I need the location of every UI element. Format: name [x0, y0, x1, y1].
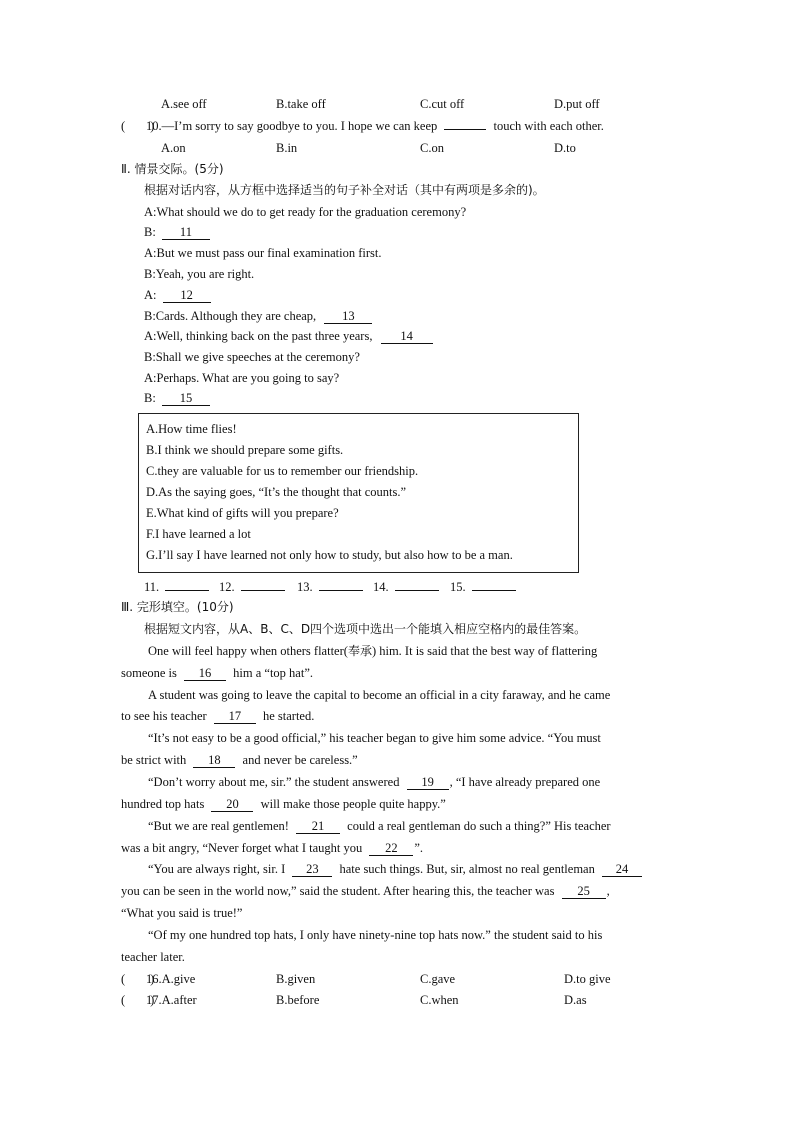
- q10-option-a[interactable]: A.on: [161, 141, 186, 155]
- section-3-instruction: 根据短文内容，从A、B、C、D四个选项中选出一个能填入相应空格内的最佳答案。: [144, 622, 587, 636]
- box-option-d: D.As the saying goes, “It’s the thought that counts.”: [146, 485, 407, 499]
- passage-text: him a “top hat”.: [233, 666, 313, 680]
- passage-text: One will feel happy when others flatter(: [148, 644, 348, 658]
- slot-label: 12.: [219, 580, 235, 594]
- section-2-heading: Ⅱ. 情景交际。(5分): [121, 162, 224, 176]
- q16-option-b[interactable]: B.given: [276, 972, 316, 986]
- blank-25[interactable]: 25: [562, 884, 606, 899]
- q17-option-d[interactable]: D.as: [564, 993, 587, 1007]
- passage-text: “It’s not easy to be a good official,” his teacher began to give him some advice. “You must: [148, 731, 601, 745]
- q10-stem-before: 10.—I’m sorry to say goodbye to you. I hope we can keep: [146, 119, 438, 133]
- passage-line: [148, 818, 611, 834]
- q17-option-a[interactable]: 17.A.after: [146, 993, 197, 1007]
- passage-text: was a bit angry, “Never forget what I taught you: [121, 841, 363, 855]
- section-2-instruction: 根据对话内容，从方框中选择适当的句子补全对话（其中有两项是多余的)。: [144, 183, 545, 197]
- passage-text: will make those people quite happy.”: [260, 797, 446, 811]
- blank-20[interactable]: 20: [211, 797, 253, 812]
- slot-label: 11.: [144, 580, 160, 594]
- dialogue-line-5: [144, 287, 211, 303]
- blank-18[interactable]: 18: [193, 753, 235, 768]
- passage-text: to see his teacher: [121, 709, 207, 723]
- box-option-e: E.What kind of gifts will you prepare?: [146, 506, 339, 520]
- section-3-heading: Ⅲ. 完形填空。(10分): [121, 600, 234, 614]
- dialogue-line-10: [144, 390, 210, 406]
- answer-blank-15[interactable]: [472, 590, 516, 591]
- passage-line: [121, 665, 313, 681]
- box-option-c: C.they are valuable for us to remember our friendship.: [146, 464, 419, 478]
- speaker-label: B:: [144, 391, 156, 405]
- q10-blank[interactable]: [444, 129, 486, 130]
- answer-slot-14: [373, 579, 439, 595]
- passage-text: hate such things. But, sir, almost no real gentleman: [339, 862, 595, 876]
- passage-line: [148, 730, 674, 746]
- q10-stem: [146, 118, 604, 134]
- passage-text: hundred top hats: [121, 797, 205, 811]
- dialogue-text: A:Well, thinking back on the past three years,: [144, 329, 373, 343]
- passage-line: [121, 796, 446, 812]
- dialogue-line-6: [144, 308, 372, 324]
- passage-line: [148, 861, 642, 877]
- answer-slot-11: [144, 579, 209, 595]
- speaker-label: B:: [144, 225, 156, 239]
- q10-option-b[interactable]: B.in: [276, 141, 298, 155]
- options-box: [138, 413, 579, 573]
- q10-option-c[interactable]: C.on: [420, 141, 444, 155]
- answer-slot-13: [297, 579, 363, 595]
- passage-text: “But we are real gentlemen!: [148, 819, 289, 833]
- dialogue-line-3: A:But we must pass our final examination first.: [144, 246, 382, 260]
- q10-stem-after: touch with each other.: [493, 119, 604, 133]
- q17-option-c[interactable]: C.when: [420, 993, 459, 1007]
- blank-19[interactable]: 19: [407, 775, 449, 790]
- answer-paren-16[interactable]: ( ): [121, 972, 155, 986]
- passage-text: [148, 643, 597, 659]
- blank-23[interactable]: 23: [292, 862, 332, 877]
- passage-line: [121, 708, 314, 724]
- passage-text: and never be careless.”: [242, 753, 358, 767]
- dialogue-line-1: A:What should we do to get ready for the graduation ceremony?: [144, 205, 467, 219]
- q16-option-c[interactable]: C.gave: [420, 972, 456, 986]
- passage-line: [148, 774, 600, 790]
- box-option-f: F.I have learned a lot: [146, 527, 251, 541]
- answer-paren-10[interactable]: ( ): [121, 119, 155, 133]
- answer-paren-17[interactable]: ( ): [121, 993, 155, 1007]
- blank-24[interactable]: 24: [602, 862, 642, 877]
- answer-slot-12: [219, 579, 285, 595]
- q9-option-a[interactable]: A.see off: [161, 97, 207, 111]
- blank-15[interactable]: 15: [162, 391, 210, 406]
- passage-text: he started.: [262, 709, 315, 723]
- box-option-g: G.I’ll say I have learned not only how to study, but also how to be a man.: [146, 548, 513, 562]
- q17-option-b[interactable]: B.before: [276, 993, 320, 1007]
- passage-line: [121, 840, 423, 856]
- box-option-b: B.I think we should prepare some gifts.: [146, 443, 344, 457]
- blank-22[interactable]: 22: [369, 841, 413, 856]
- blank-17[interactable]: 17: [214, 709, 256, 724]
- passage-text: ,: [606, 884, 610, 898]
- passage-line: A student was going to leave the capital to become an official in a city faraway, and he came: [148, 688, 611, 702]
- q10-option-d[interactable]: D.to: [554, 141, 576, 155]
- gloss-chinese: 奉承: [347, 644, 372, 658]
- dialogue-text: B:Cards. Although they are cheap,: [144, 309, 317, 323]
- q16-option-a[interactable]: 16.A.give: [146, 972, 196, 986]
- passage-text: could a real gentleman do such a thing?” His teacher: [347, 819, 611, 833]
- slot-label: 13.: [297, 580, 313, 594]
- dialogue-line-2: [144, 224, 210, 240]
- speaker-label: A:: [144, 288, 157, 302]
- q9-option-c[interactable]: C.cut off: [420, 97, 465, 111]
- dialogue-line-4: B:Yeah, you are right.: [144, 267, 255, 281]
- q9-option-d[interactable]: D.put off: [554, 97, 600, 111]
- passage-text: you can be seen in the world now,” said the student. After hearing this, the teacher was: [121, 884, 555, 898]
- box-option-a: A.How time flies!: [146, 422, 237, 436]
- q16-option-d[interactable]: D.to give: [564, 972, 611, 986]
- passage-line: [121, 883, 610, 899]
- passage-text: be strict with: [121, 753, 187, 767]
- blank-12[interactable]: 12: [163, 288, 211, 303]
- blank-13[interactable]: 13: [324, 309, 372, 324]
- passage-line: “Of my one hundred top hats, I only have ninety-nine top hats now.” the student said to his: [148, 928, 603, 942]
- passage-text: ”.: [414, 841, 424, 855]
- blank-16[interactable]: 16: [184, 666, 226, 681]
- passage-text: , “I have already prepared one: [449, 775, 601, 789]
- passage-line: [121, 752, 358, 768]
- passage-text: someone is: [121, 666, 177, 680]
- passage-line: [148, 643, 674, 659]
- passage-text: ) him. It is said that the best way of flattering: [371, 644, 598, 658]
- answer-blank-14[interactable]: [395, 590, 439, 591]
- dialogue-line-9: A:Perhaps. What are you going to say?: [144, 371, 340, 385]
- passage-line: teacher later.: [121, 950, 185, 964]
- answer-blank-13[interactable]: [319, 590, 363, 591]
- answer-slot-15: [450, 579, 516, 595]
- passage-line: “What you said is true!”: [121, 906, 243, 920]
- q9-option-b[interactable]: B.take off: [276, 97, 326, 111]
- blank-14[interactable]: 14: [381, 329, 433, 344]
- slot-label: 14.: [373, 580, 389, 594]
- slot-label: 15.: [450, 580, 466, 594]
- dialogue-line-7: [144, 328, 433, 344]
- answer-blank-11[interactable]: [165, 590, 209, 591]
- answer-blank-12[interactable]: [241, 590, 285, 591]
- dialogue-line-8: B:Shall we give speeches at the ceremony?: [144, 350, 360, 364]
- passage-text: “You are always right, sir. I: [148, 862, 286, 876]
- blank-21[interactable]: 21: [296, 819, 340, 834]
- passage-text: “Don’t worry about me, sir.” the student answered: [148, 775, 400, 789]
- blank-11[interactable]: 11: [162, 225, 210, 240]
